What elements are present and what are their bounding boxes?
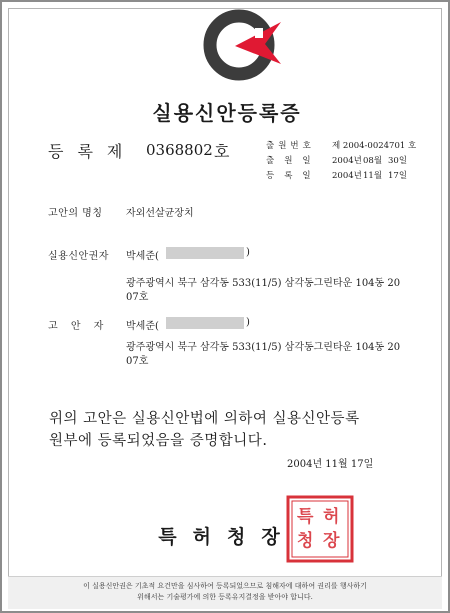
registration-month: 11월 [363, 171, 383, 181]
registration-number: 0368802 [146, 141, 213, 159]
seal-char-4: 장 [323, 531, 340, 551]
statement-line-2: 원부에 등록되었음을 증명합니다. [49, 433, 268, 449]
issue-date: 2004년 11월 17일 [287, 459, 374, 470]
registration-suffix: 호 [214, 142, 230, 161]
filing-year: 2004년 [332, 156, 362, 166]
kipo-logo-icon [195, 8, 287, 82]
owner-address-line1: 광주광역시 북구 삼각동 533(11/5) 삼각동그린타운 104동 20 [126, 278, 401, 289]
registration-day: 17일 [388, 171, 408, 181]
footer-notice [8, 576, 442, 609]
inventor-name-close: ) [246, 317, 250, 328]
footer-line-2: 위해서는 기술평가에 의한 등록유지결정을 받아야 합니다. [137, 593, 313, 601]
registration-year: 2004년 [332, 171, 362, 181]
filing-month: 08월 [363, 156, 383, 166]
registration-label: 등록제 [48, 142, 137, 161]
inventor-id-redacted [166, 317, 244, 329]
footer-line-1: 이 실용신안권은 기초적 요건만을 심사하여 등록되었으므로 침해자에 대하여 권리를 행사하기 [83, 582, 367, 590]
device-name-value: 자외선살균장치 [126, 208, 194, 219]
application-number-value: 제 2004-0024701 호 [332, 141, 417, 151]
certificate-title: 실용신안등록증 [152, 101, 302, 125]
device-name-label: 고안의 명칭 [48, 208, 103, 219]
owner-label: 실용신안권자 [48, 251, 109, 262]
issuing-office: 특허청장 [158, 526, 296, 548]
registration-date-label: 등록일 [266, 171, 321, 181]
inventor-label: 고 안 자 [48, 321, 109, 332]
owner-id-redacted [166, 247, 244, 259]
owner-name: 박세준( [126, 251, 159, 262]
seal-char-3: 청 [297, 531, 314, 551]
seal-char-1: 특 [297, 507, 314, 527]
seal-char-2: 허 [323, 507, 340, 527]
filing-date-label: 출원일 [266, 156, 321, 166]
inventor-address-line1: 광주광역시 북구 삼각동 533(11/5) 삼각동그린타운 104동 20 [126, 342, 401, 353]
filing-day: 30일 [388, 156, 408, 166]
owner-address-line2: 07호 [126, 292, 149, 303]
owner-name-close: ) [246, 247, 250, 258]
inventor-address-line2: 07호 [126, 356, 149, 367]
statement-line-1: 위의 고안은 실용신안법에 의하여 실용신안등록 [49, 411, 360, 427]
inventor-name: 박세준( [126, 321, 159, 332]
application-number-label: 출원번호 [266, 141, 315, 151]
